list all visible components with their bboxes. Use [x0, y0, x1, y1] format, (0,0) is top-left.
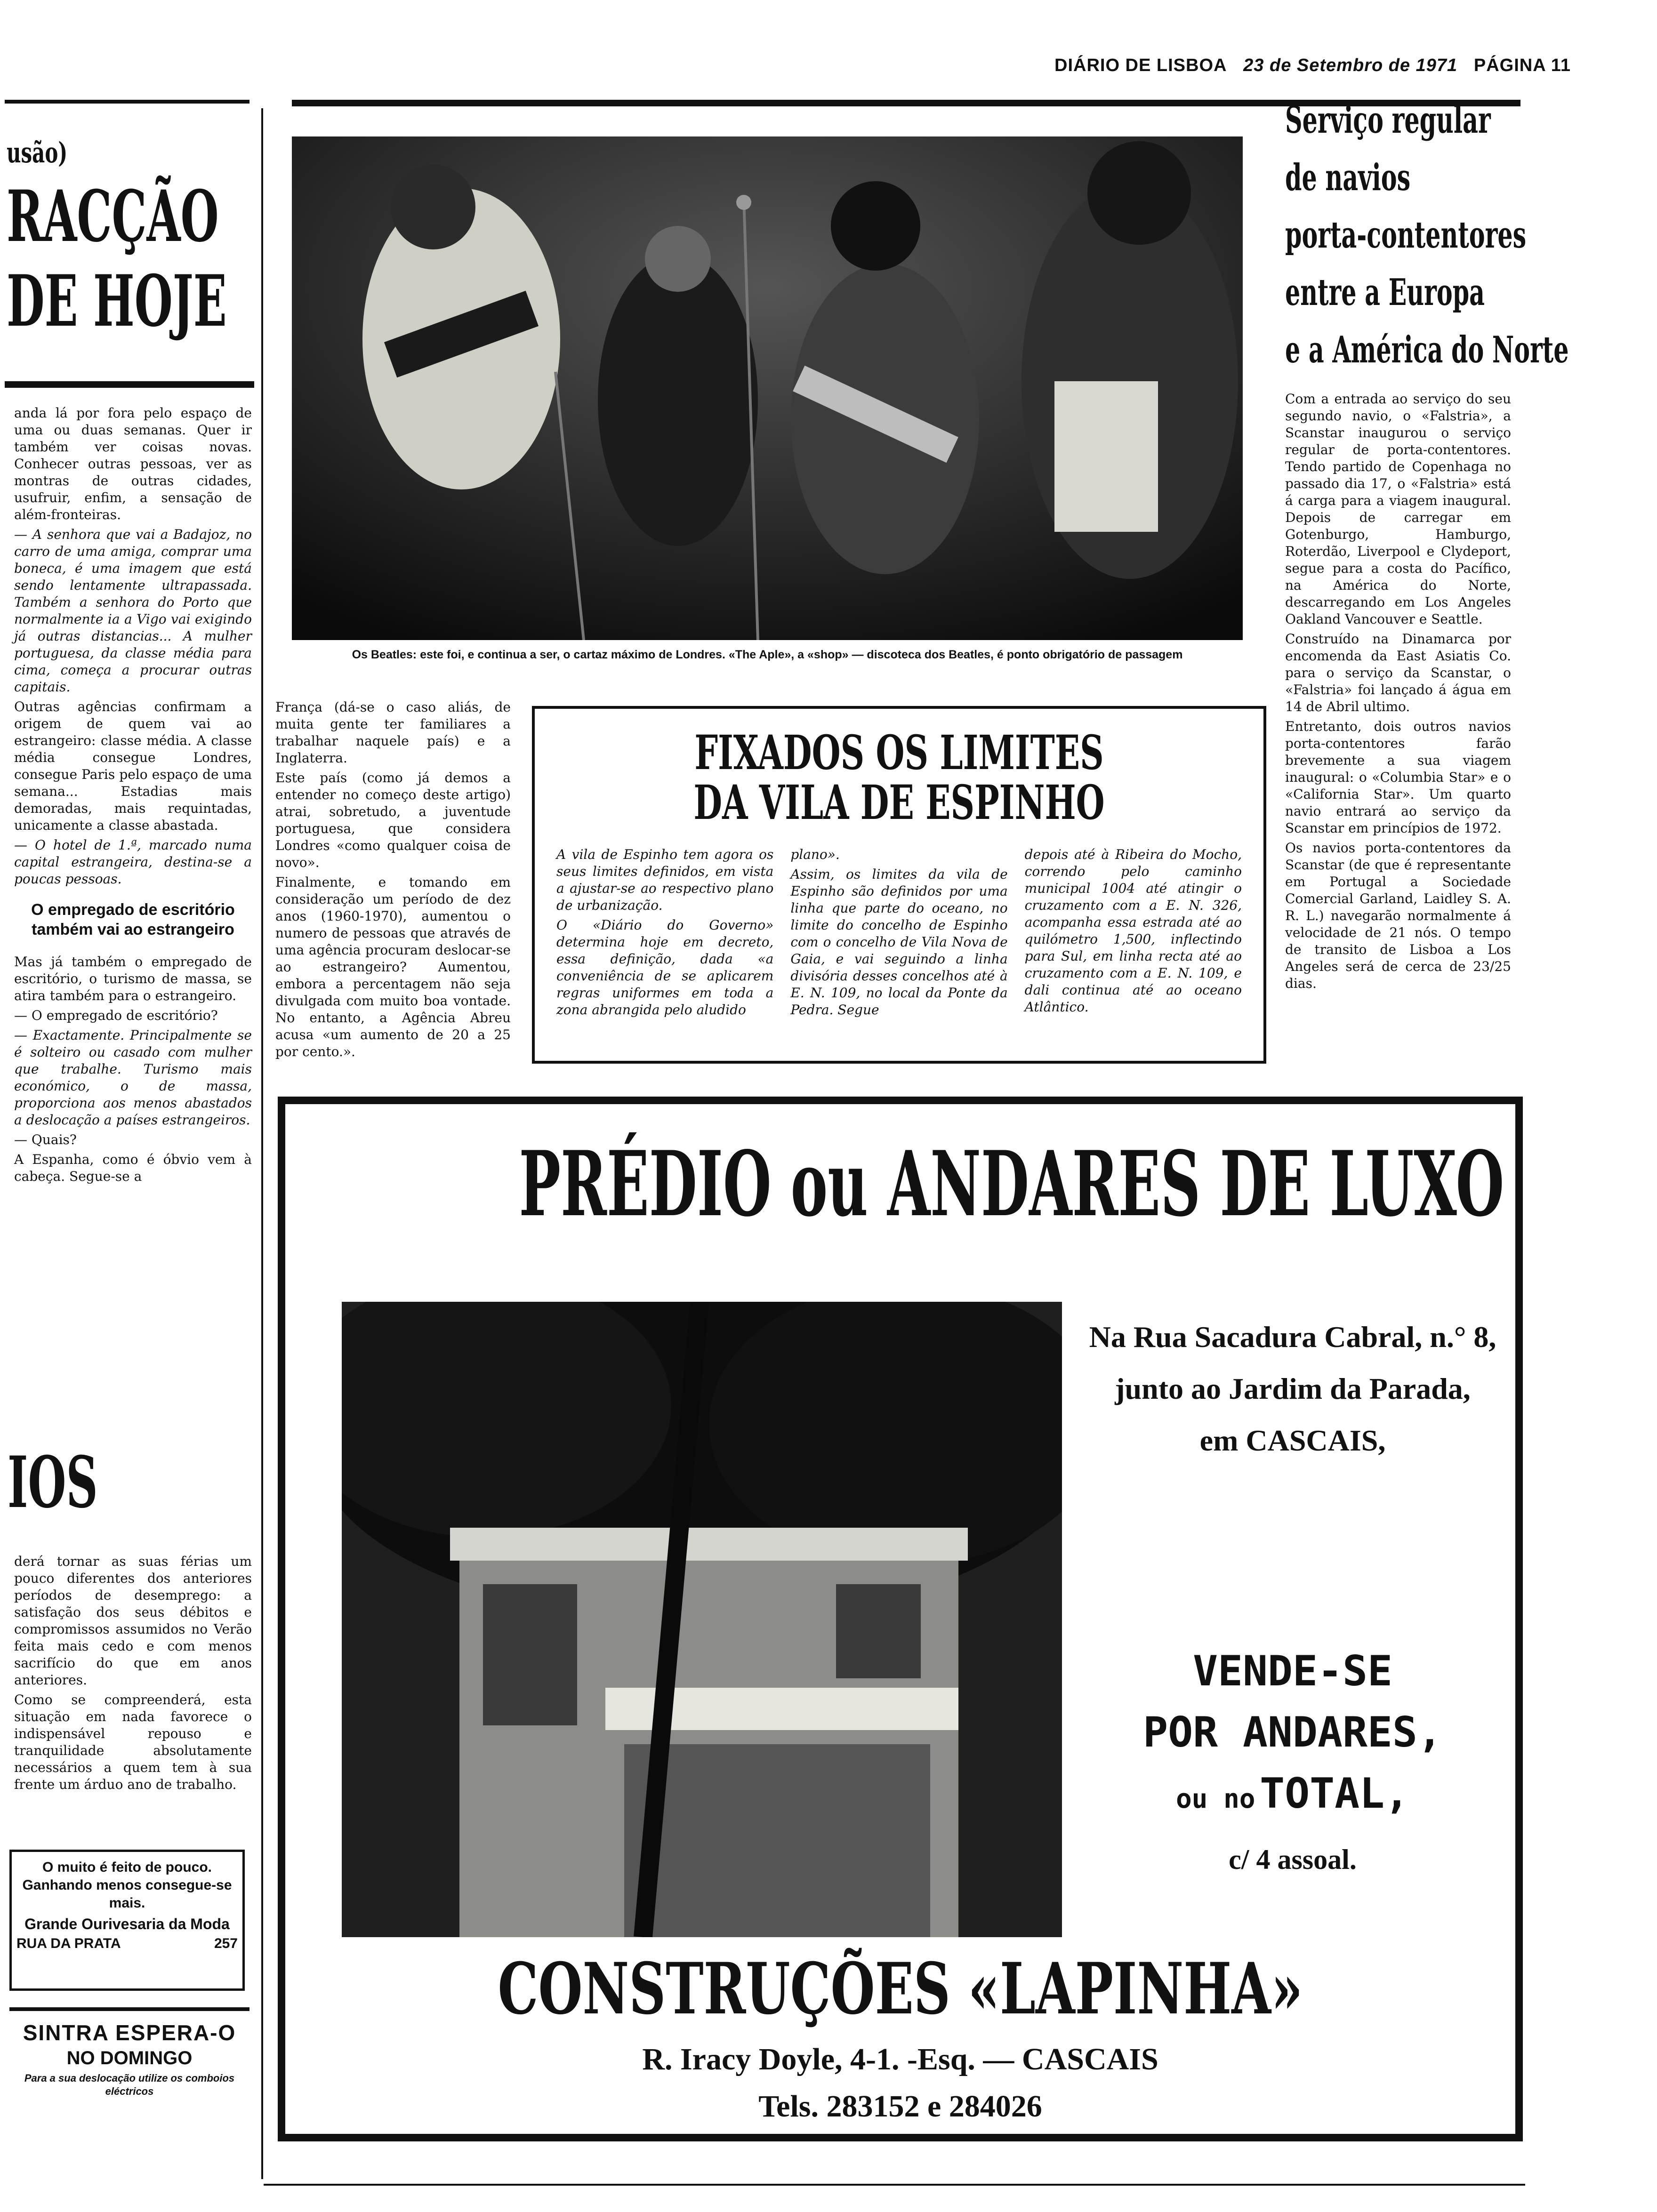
sintra-ad: [9, 2019, 249, 2098]
espinho-paragraph: O «Diário do Governo» determina hoje em decreto, essa definição, dada «a conveniência de se aplicarem regras uniformes em toda a zona abrangida pelo aludido: [556, 917, 774, 1018]
left-headline-3: IOS: [8, 1441, 98, 1524]
middle-paragraph: França (dá-se o caso aliás, de muita gente ter familiares a trabalhar naquele país) e a Inglaterra.: [275, 699, 511, 766]
espinho-title-line1: FIXADOS OS LIMITES: [694, 725, 1104, 780]
left-headline-line2: DE HOJE: [7, 260, 227, 343]
left-paragraph: anda lá por fora pelo espaço de uma ou duas semanas. Quer ir também ver coisas novas. Conhecer outras pessoas, ver as montras de outras cidades, usufruir, enfim, a sensação de além-fronteiras.: [14, 405, 252, 522]
masthead: [1054, 56, 1571, 76]
ad-sale-line3-main: TOTAL,: [1260, 1769, 1410, 1818]
ad-address-line2: junto ao Jardim da Parada,: [1115, 1372, 1471, 1405]
ad-phones: Tels. 283152 e 284026: [758, 2089, 1042, 2124]
ad-address: [1086, 1311, 1500, 1467]
left-paragraph: Como se compreenderá, esta situação em nada favorece o indispensável repouso e tranquilidade absolutamente necessários a quem tem à sua frente um árduo ano de trabalho.: [14, 1692, 252, 1792]
ad-address-line3: em CASCAIS,: [1199, 1424, 1386, 1457]
left-paragraph: — A senhora que vai a Badajoz, no carro de uma amiga, comprar uma boneca, é uma imagem que está sendo lentamente ultrapassada. Também a senhora do Porto que normalmente ia a Vigo vai exigindo já outras distancias... A mulher portuguesa, da classe média para cima, começa a procurar outras capitais.: [14, 527, 252, 695]
beatles-photo: [292, 136, 1243, 640]
ad-company-address: R. Iracy Doyle, 4-1. -Esq. — CASCAIS: [642, 2042, 1158, 2076]
jewellery-ad-name: Grande Ourivesaria da Moda: [24, 1915, 230, 1932]
ad-sale-line3-prefix: ou no: [1175, 1784, 1255, 1814]
jewellery-ad-street-row: [16, 1935, 238, 1953]
right-headline-line: e a América do Norte: [1285, 329, 1569, 371]
ad-sale-line4: c/ 4 assoal.: [1229, 1844, 1357, 1875]
left-paragraph: — Exactamente. Principalmente se é solteiro ou casado com mulher que trabalhe. Turismo mais económico, o de massa, proporciona aos menos abastados a deslocação a países estrangeiros.: [14, 1027, 252, 1128]
ad-title: PRÉDIO ou ANDARES DE LUXO: [519, 1131, 1504, 1236]
column-divider-left: [261, 108, 263, 2179]
right-headline-line: entre a Europa: [1285, 271, 1485, 314]
masthead-date: 23 de Setembro de 1971: [1243, 56, 1458, 75]
middle-paragraph: Este país (como já demos a entender no começo deste artigo) atrai, sobretudo, a juventude portuguesa, que considera Londres «como qualquer coisa de novo».: [275, 770, 511, 870]
left-column-body-3: [14, 1553, 252, 1796]
left-paragraph: A Espanha, como é óbvio vem à cabeça. Segue-se a: [14, 1152, 252, 1184]
left-headline-line1: RACÇÃO: [7, 175, 219, 258]
jewellery-ad-line1: O muito é feito de pouco.: [42, 1859, 212, 1875]
right-paragraph: Com a entrada ao serviço do seu segundo navio, o «Falstria», a Scanstar inaugurou o serviço regular de porta-contentores. Tendo partido de Copenhaga no passado dia 17, o «Falstria» está á carga para a viagem inaugural. Depois de carregar em Gotenburgo, Hamburgo, Roterdão, Liverpool e Clydeport, segue para a costa do Pacífico, na América do Norte, descarregando em Los Angeles Oakland Vancouver e Seattle.: [1285, 391, 1511, 627]
left-column: [7, 136, 256, 343]
espinho-title-line2: DA VILA DE ESPINHO: [693, 775, 1105, 830]
left-paragraph: — Quais?: [14, 1132, 77, 1147]
photo-caption: Os Beatles: este foi, e continua a ser, o cartaz máximo de Londres. «The Aple», a «shop» — discoteca dos Beatles, é ponto obrigatório de passagem: [352, 648, 1183, 661]
ad-sale-line2: POR ANDARES,: [1143, 1708, 1442, 1756]
right-headline: [1285, 92, 1569, 379]
masthead-page: PÁGINA 11: [1473, 56, 1571, 75]
ad-building-photo: [342, 1302, 1062, 1937]
left-headline-rule: [5, 381, 254, 388]
left-top-rule: [5, 100, 249, 104]
right-paragraph: Construído na Dinamarca por encomenda da East Asiatis Co. para o serviço da Scanstar, o «Falstria» foi lançado á água em 14 de Abril ultimo.: [1285, 631, 1511, 714]
bottom-rule: [264, 2184, 1525, 2186]
ad-address-line1: Na Rua Sacadura Cabral, n.° 8,: [1089, 1320, 1496, 1354]
right-column-body: [1285, 391, 1511, 995]
espinho-body: [556, 846, 1242, 1021]
jewellery-ad-line2: Ganhando menos consegue-se mais.: [22, 1877, 232, 1911]
left-paragraph: — O hotel de 1.ª, marcado numa capital estrangeira, destina-se a poucas pessoas.: [14, 837, 252, 887]
left-paragraph: Outras agências confirmam a origem de quem vai ao estrangeiro: classe média. A classe média consegue Londres, consegue Paris pelo espaço de uma semana... Estadias mais demoradas, mais requintadas, unicamente a classe abastada.: [14, 699, 252, 833]
espinho-paragraph: A vila de Espinho tem agora os seus limites definidos, em vista a ajustar-se ao respectivo plano de urbanização.: [556, 847, 774, 913]
espinho-paragraph: depois até à Ribeira do Mocho, correndo pelo caminho municipal 1004 até atingir o cruzamento com a E. N. 326, acompanha essa estrada até ao quilómetro 1,500, inflectindo para Sul, em linha recta até ao cruzamento com a E. N. 109, e dali continua até ao oceano Atlântico.: [1024, 847, 1242, 1015]
middle-column: [275, 699, 511, 1063]
espinho-col-1: [556, 846, 773, 1021]
right-headline-line: Serviço regular: [1285, 99, 1491, 142]
left-fragment-top: usão): [7, 136, 68, 169]
sintra-ad-body: Para a sua deslocação utilize os comboios eléctricos: [24, 2072, 235, 2097]
ad-sale-line1: VENDE-SE: [1193, 1647, 1392, 1695]
left-paragraph: — O empregado de escritório?: [14, 1008, 218, 1023]
left-paragraph: Mas já também o empregado de escritório, o turismo de massa, se atira também para o estrangeiro.: [14, 954, 252, 1003]
left-subhead: O empregado de escritório também vai ao estrangeiro: [31, 901, 235, 938]
right-headline-line: de navios: [1285, 156, 1411, 199]
masthead-paper: DIÁRIO DE LISBOA: [1054, 56, 1227, 75]
espinho-box: [532, 706, 1266, 1064]
jewellery-ad-street: RUA DA PRATA: [16, 1936, 121, 1951]
middle-paragraph: Finalmente, e tomando em consideração um período de dez anos (1960-1970), aumentou o numero de pessoas que através de uma agência procuram deslocar-se ao estrangeiro? Aumentou, embora a percentagem não seja divulgada com muito boa vontade. No entanto, a Agência Abreu acusa «um aumento de 20 a 25 por cento.».: [275, 874, 511, 1059]
ad-sale-info: [1086, 1641, 1500, 1883]
ad-sale-line3: [1086, 1763, 1500, 1836]
ad-company: CONSTRUÇÕES «LAPINHA»: [498, 1948, 1303, 2030]
espinho-paragraph: Assim, os limites da vila de Espinho são definidos por uma linha que parte do oceano, no limite do concelho de Espinho com o concelho de Vila Nova de Gaia, e vai seguindo a linha divisória desses concelhos até à E. N. 109, no local da Ponte da Pedra. Segue: [790, 866, 1008, 1018]
jewellery-ad-number: 257: [214, 1936, 238, 1951]
jewellery-ad: [9, 1850, 245, 1991]
espinho-paragraph: plano».: [790, 847, 840, 862]
sintra-ad-subtitle: NO DOMINGO: [66, 2048, 193, 2068]
right-paragraph: Os navios porta-contentores da Scanstar (de que é representante em Portugal a Sociedade Comercial Garland, Laidley S. A. R. L.) navegarão normalmente á velocidade de 21 nós. O tempo de transito de Lisboa a Los Angeles será de cerca de 23/25 dias.: [1285, 840, 1511, 991]
right-headline-line: porta-contentores: [1285, 214, 1527, 256]
espinho-col-2: [790, 846, 1007, 1021]
left-paragraph: derá tornar as suas férias um pouco diferentes dos anteriores períodos de desemprego: a satisfação dos seus débitos e compromissos assumidos no Verão feita mais cedo e com menos sacrifício do que em anos anteriores.: [14, 1554, 252, 1688]
left-ad-separator: [9, 2007, 249, 2011]
right-paragraph: Entretanto, dois outros navios porta-contentores farão brevemente a sua viagem inaugural: o «Columbia Star» e o «California Star». Um quarto navio entrará ao serviço da Scanstar em princípios de 1972.: [1285, 719, 1511, 836]
beatles-photo-image: [292, 136, 1243, 640]
sintra-ad-title: SINTRA ESPERA-O: [23, 2020, 236, 2045]
ad-building-image: [342, 1302, 1062, 1937]
left-column-body: [14, 405, 252, 1188]
luxury-building-ad: [278, 1097, 1523, 2141]
espinho-col-3: [1025, 846, 1242, 1021]
